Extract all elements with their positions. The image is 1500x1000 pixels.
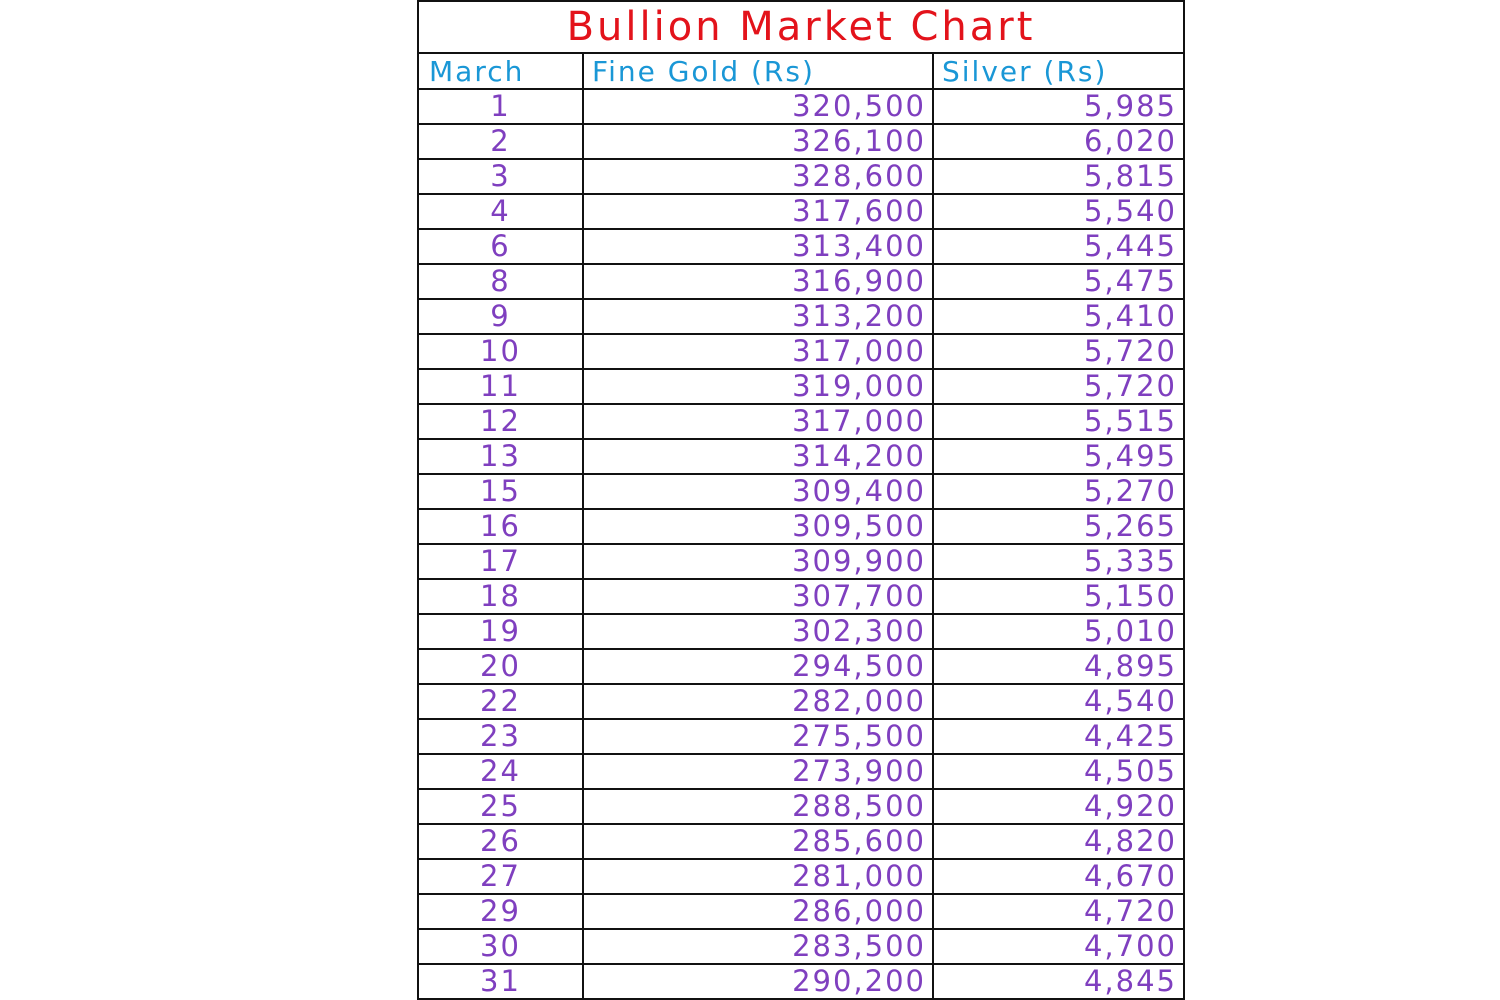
march-day-cell: 22: [418, 684, 583, 719]
fine-gold-cell: 290,200: [583, 964, 933, 999]
table-row: [418, 579, 1184, 614]
table-row: [418, 754, 1184, 789]
bullion-market-table: [417, 0, 1185, 1000]
march-day-cell: 31: [418, 964, 583, 999]
fine-gold-cell: 302,300: [583, 614, 933, 649]
fine-gold-cell: 313,400: [583, 229, 933, 264]
bullion-table-container: [417, 0, 1183, 999]
fine-gold-cell: 314,200: [583, 439, 933, 474]
table-row: [418, 824, 1184, 859]
march-day-cell: 23: [418, 719, 583, 754]
column-header-fine-gold: Fine Gold (Rs): [583, 53, 933, 89]
silver-cell: 4,920: [933, 789, 1184, 824]
fine-gold-cell: 273,900: [583, 754, 933, 789]
silver-cell: 5,150: [933, 579, 1184, 614]
silver-cell: 5,720: [933, 334, 1184, 369]
fine-gold-cell: 313,200: [583, 299, 933, 334]
march-day-cell: 19: [418, 614, 583, 649]
title-row: [418, 1, 1184, 53]
table-row: [418, 719, 1184, 754]
silver-cell: 6,020: [933, 124, 1184, 159]
silver-cell: 5,515: [933, 404, 1184, 439]
march-day-cell: 8: [418, 264, 583, 299]
table-row: [418, 544, 1184, 579]
table-row: [418, 334, 1184, 369]
silver-cell: 4,820: [933, 824, 1184, 859]
silver-cell: 4,895: [933, 649, 1184, 684]
silver-cell: 5,720: [933, 369, 1184, 404]
table-row: [418, 474, 1184, 509]
march-day-cell: 16: [418, 509, 583, 544]
table-row: [418, 649, 1184, 684]
march-day-cell: 3: [418, 159, 583, 194]
table-row: [418, 159, 1184, 194]
fine-gold-cell: 316,900: [583, 264, 933, 299]
march-day-cell: 11: [418, 369, 583, 404]
table-body: [418, 89, 1184, 999]
column-header-march: March: [418, 53, 583, 89]
fine-gold-cell: 326,100: [583, 124, 933, 159]
fine-gold-cell: 282,000: [583, 684, 933, 719]
silver-cell: 5,335: [933, 544, 1184, 579]
table-row: [418, 789, 1184, 824]
march-day-cell: 27: [418, 859, 583, 894]
silver-cell: 4,505: [933, 754, 1184, 789]
silver-cell: 4,670: [933, 859, 1184, 894]
silver-cell: 5,410: [933, 299, 1184, 334]
table-row: [418, 194, 1184, 229]
table-title: Bullion Market Chart: [418, 1, 1184, 53]
fine-gold-cell: 286,000: [583, 894, 933, 929]
march-day-cell: 30: [418, 929, 583, 964]
fine-gold-cell: 285,600: [583, 824, 933, 859]
fine-gold-cell: 317,600: [583, 194, 933, 229]
silver-cell: 4,540: [933, 684, 1184, 719]
march-day-cell: 25: [418, 789, 583, 824]
table-row: [418, 684, 1184, 719]
march-day-cell: 2: [418, 124, 583, 159]
table-row: [418, 264, 1184, 299]
fine-gold-cell: 294,500: [583, 649, 933, 684]
header-row: [418, 53, 1184, 89]
march-day-cell: 1: [418, 89, 583, 124]
fine-gold-cell: 307,700: [583, 579, 933, 614]
fine-gold-cell: 317,000: [583, 334, 933, 369]
table-row: [418, 299, 1184, 334]
march-day-cell: 9: [418, 299, 583, 334]
march-day-cell: 29: [418, 894, 583, 929]
fine-gold-cell: 328,600: [583, 159, 933, 194]
silver-cell: 5,445: [933, 229, 1184, 264]
silver-cell: 5,475: [933, 264, 1184, 299]
fine-gold-cell: 275,500: [583, 719, 933, 754]
silver-cell: 4,845: [933, 964, 1184, 999]
silver-cell: 5,270: [933, 474, 1184, 509]
fine-gold-cell: 281,000: [583, 859, 933, 894]
fine-gold-cell: 309,900: [583, 544, 933, 579]
table-row: [418, 509, 1184, 544]
table-row: [418, 859, 1184, 894]
march-day-cell: 24: [418, 754, 583, 789]
march-day-cell: 12: [418, 404, 583, 439]
march-day-cell: 13: [418, 439, 583, 474]
march-day-cell: 26: [418, 824, 583, 859]
march-day-cell: 17: [418, 544, 583, 579]
table-row: [418, 229, 1184, 264]
fine-gold-cell: 288,500: [583, 789, 933, 824]
march-day-cell: 15: [418, 474, 583, 509]
fine-gold-cell: 309,400: [583, 474, 933, 509]
silver-cell: 5,540: [933, 194, 1184, 229]
silver-cell: 5,265: [933, 509, 1184, 544]
march-day-cell: 4: [418, 194, 583, 229]
silver-cell: 5,985: [933, 89, 1184, 124]
table-row: [418, 404, 1184, 439]
fine-gold-cell: 283,500: [583, 929, 933, 964]
table-row: [418, 929, 1184, 964]
silver-cell: 5,815: [933, 159, 1184, 194]
silver-cell: 4,720: [933, 894, 1184, 929]
fine-gold-cell: 317,000: [583, 404, 933, 439]
fine-gold-cell: 319,000: [583, 369, 933, 404]
march-day-cell: 18: [418, 579, 583, 614]
silver-cell: 5,495: [933, 439, 1184, 474]
table-row: [418, 894, 1184, 929]
table-row: [418, 614, 1184, 649]
table-row: [418, 89, 1184, 124]
silver-cell: 4,700: [933, 929, 1184, 964]
fine-gold-cell: 320,500: [583, 89, 933, 124]
march-day-cell: 20: [418, 649, 583, 684]
march-day-cell: 10: [418, 334, 583, 369]
table-row: [418, 124, 1184, 159]
column-header-silver: Silver (Rs): [933, 53, 1184, 89]
fine-gold-cell: 309,500: [583, 509, 933, 544]
table-row: [418, 964, 1184, 999]
table-row: [418, 369, 1184, 404]
table-row: [418, 439, 1184, 474]
silver-cell: 5,010: [933, 614, 1184, 649]
march-day-cell: 6: [418, 229, 583, 264]
silver-cell: 4,425: [933, 719, 1184, 754]
